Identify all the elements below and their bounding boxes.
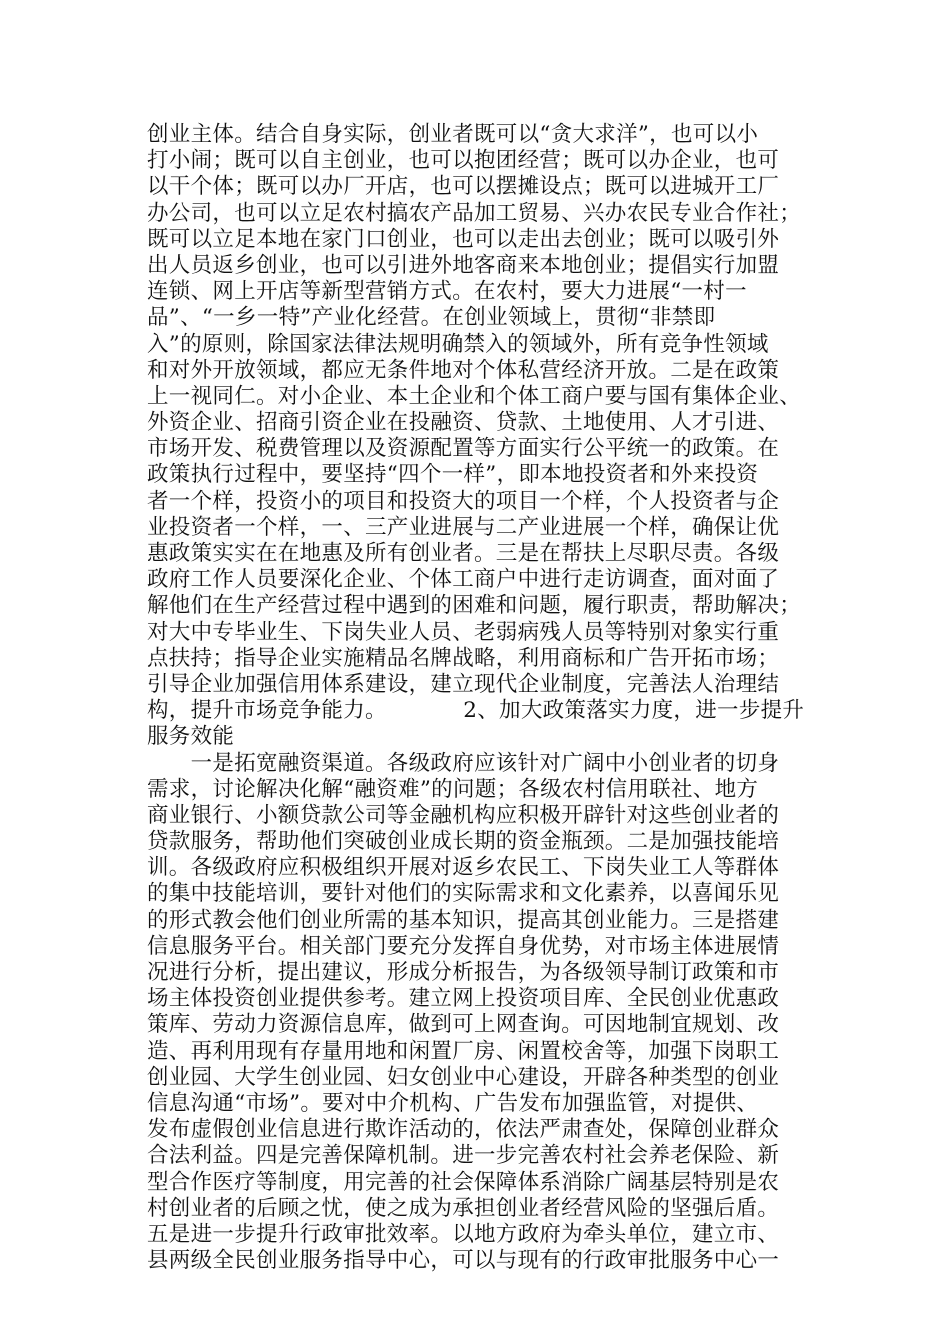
text-line: 入”的原则，除国家法律法规明确禁入的领域外，所有竞争性领域 <box>147 331 769 357</box>
text-line: 商业银行、小额贷款公司等金融机构应积极开辟针对这些创业者的 <box>147 802 780 828</box>
text-line: 上一视同仁。对小企业、本土企业和个体工商户要与国有集体企业、 <box>147 383 802 409</box>
text-line: 合法利益。四是完善保障机制。进一步完善农村社会养老保险、新 <box>147 1143 780 1169</box>
text-line: 打小闹；既可以自主创业，也可以抱团经营；既可以办企业，也可 <box>147 148 780 174</box>
text-line: 策库、劳动力资源信息库，做到可上网查询。可因地制宜规划、改 <box>147 1012 780 1038</box>
text-line: 品”、“一乡一特”产业化经营。在创业领域上，贯彻“非禁即 <box>147 305 716 331</box>
text-line: 况进行分析，提出建议，形成分析报告，为各级领导制订政策和市 <box>147 960 780 985</box>
text-line: 村创业者的后顾之忧，使之成为承担创业者经营风险的坚强后盾。 <box>147 1195 780 1221</box>
text-line: 创业主体。结合自身实际，创业者既可以“贪大求洋”，也可以小 <box>147 122 759 147</box>
text-line: 信息沟通“市场”。要对中介机构、广告发布加强监管，对提供、 <box>147 1090 759 1116</box>
text-line: 构，提升市场竞争能力。 2、加大政策落实力度，进一步提升 <box>147 698 805 724</box>
text-line: 五是进一步提升行政审批效率。以地方政府为牵头单位，建立市、 <box>147 1221 780 1247</box>
document-body <box>147 122 807 1274</box>
text-line: 业投资者一个样，一、三产业进展与二产业进展一个样，确保让优 <box>147 514 780 540</box>
text-line: 的形式教会他们创业所需的基本知识，提高其创业能力。三是搭建 <box>147 907 780 933</box>
text-line: 解他们在生产经营过程中遇到的困难和问题，履行职责，帮助解决； <box>147 593 802 619</box>
text-line: 以干个体；既可以办厂开店，也可以摆摊设点；既可以进城开工厂 <box>147 174 780 200</box>
text-line: 市场开发、税费管理以及资源配置等方面实行公平统一的政策。在 <box>147 436 780 462</box>
text-line: 惠政策实实在在地惠及所有创业者。三是在帮扶上尽职尽责。各级 <box>147 541 780 566</box>
text-line: 创业园、大学生创业园、妇女创业中心建设，开辟各种类型的创业 <box>147 1064 780 1090</box>
text-line: 造、再利用现有存量用地和闲置厂房、闲置校舍等，加强下岗职工 <box>147 1038 780 1064</box>
text-line: 贷款服务，帮助他们突破创业成长期的资金瓶颈。二是加强技能培 <box>147 829 780 855</box>
text-line: 外资企业、招商引资企业在投融资、贷款、土地使用、人才引进、 <box>147 410 780 436</box>
text-line: 信息服务平台。相关部门要充分发挥自身优势，对市场主体进展情 <box>147 933 780 959</box>
text-line: 连锁、网上开店等新型营销方式。在农村，要大力进展“一村一 <box>147 279 747 305</box>
text-line: 发布虚假创业信息进行欺诈活动的，依法严肃查处，保障创业群众 <box>147 1117 780 1143</box>
text-line: 引导企业加强信用体系建设，建立现代企业制度，完善法人治理结 <box>147 671 780 697</box>
text-line: 一是拓宽融资渠道。各级政府应该针对广阔中小创业者的切身 <box>147 750 780 776</box>
text-line: 和对外开放领域，都应无条件地对个体私营经济开放。二是在政策 <box>147 357 780 383</box>
text-line: 训。各级政府应积极组织开展对返乡农民工、下岗失业工人等群体 <box>147 855 780 881</box>
text-line: 的集中技能培训，要针对他们的实际需求和文化素养，以喜闻乐见 <box>147 881 780 907</box>
text-line: 县两级全民创业服务指导中心，可以与现有的行政审批服务中心一 <box>147 1248 780 1274</box>
text-line: 办公司，也可以立足农村搞农产品加工贸易、兴办农民专业合作社； <box>147 200 802 226</box>
text-line: 者一个样，投资小的项目和投资大的项目一个样，个人投资者与企 <box>147 488 780 514</box>
text-line: 政府工作人员要深化企业、个体工商户中进行走访调查，面对面了 <box>147 567 780 593</box>
text-line: 服务效能 <box>147 724 235 750</box>
text-line: 对大中专毕业生、下岗失业人员、老弱病残人员等特别对象实行重 <box>147 619 780 645</box>
text-line: 既可以立足本地在家门口创业，也可以走出去创业；既可以吸引外 <box>147 226 780 252</box>
text-line: 型合作医疗等制度，用完善的社会保障体系消除广阔基层特别是农 <box>147 1169 780 1195</box>
text-line: 出人员返乡创业，也可以引进外地客商来本地创业；提倡实行加盟 <box>147 252 780 278</box>
text-line: 政策执行过程中，要坚持“四个一样”，即本地投资者和外来投资 <box>147 462 759 488</box>
text-line: 需求，讨论解决化解“融资难”的问题；各级农村信用联社、地方 <box>147 776 759 802</box>
text-line: 场主体投资创业提供参考。建立网上投资项目库、全民创业优惠政 <box>147 986 780 1012</box>
text-line: 点扶持；指导企业实施精品名牌战略，利用商标和广告开拓市场； <box>147 645 780 671</box>
